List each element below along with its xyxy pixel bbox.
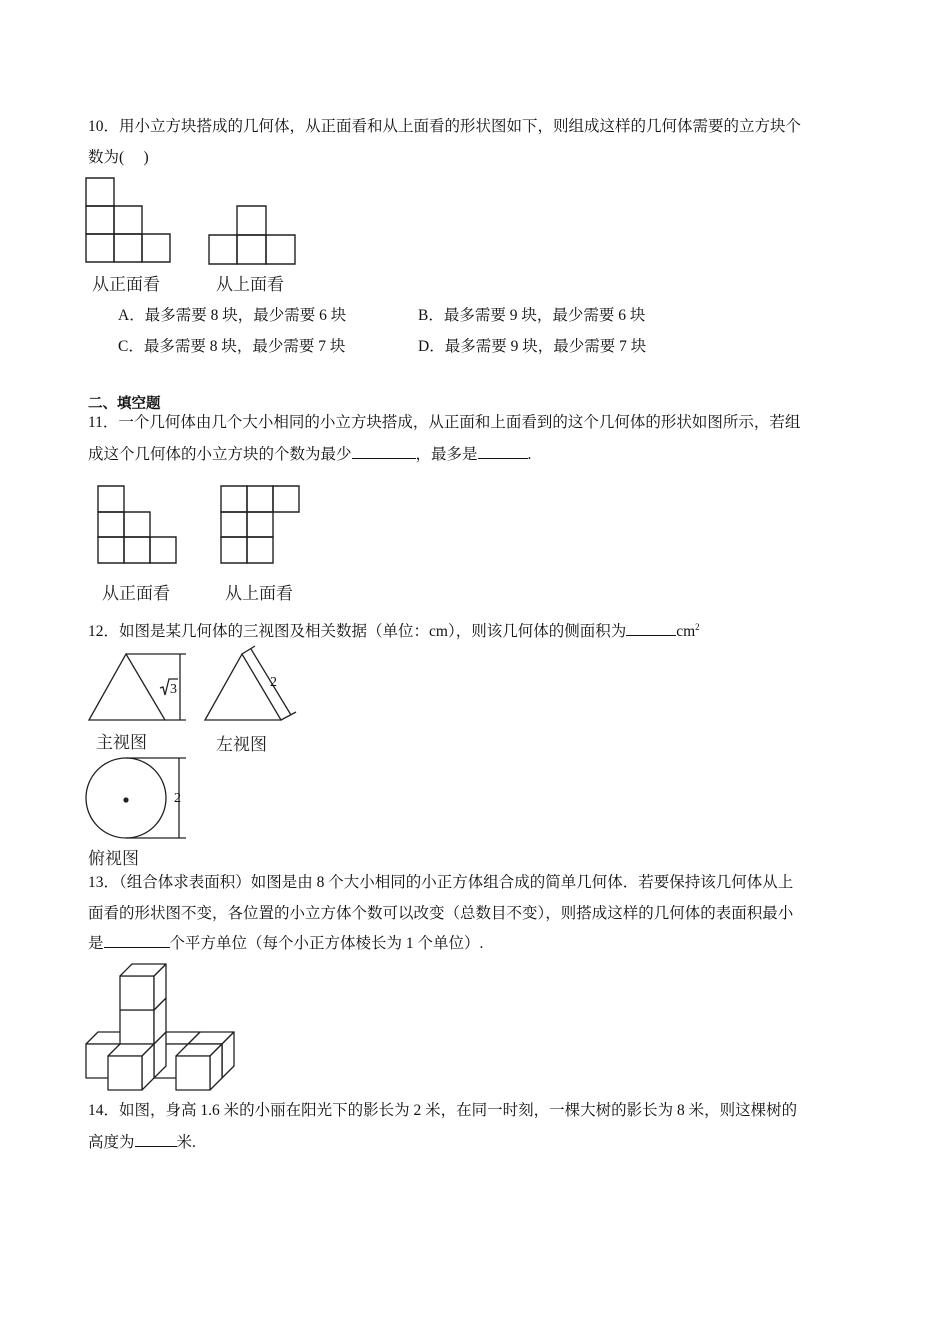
q14-text-a: 高度为	[88, 1134, 135, 1151]
q12-main-view-label: 主视图	[96, 733, 147, 753]
q10-option-a[interactable]: A．最多需要 8 块，最少需要 6 块	[118, 307, 347, 324]
q12-answer-blank[interactable]	[626, 621, 676, 636]
q12-stem	[88, 617, 700, 642]
q11-text-a: 成这个几何体的小立方块的个数为最少	[88, 446, 352, 463]
q11-answer-blank-max[interactable]	[478, 444, 528, 459]
q10-option-b[interactable]: B．最多需要 9 块，最少需要 6 块	[418, 307, 646, 324]
q13-answer-blank[interactable]	[104, 933, 170, 948]
q14-text-b: 米.	[176, 1134, 196, 1151]
q12-text: 12．如图是某几何体的三视图及相关数据（单位：cm），则该几何体的侧面积为	[88, 623, 627, 641]
center-dot-icon	[123, 797, 128, 802]
q10-stem-line2: 数为( )	[88, 149, 149, 166]
q11-top-view-label: 从上面看	[225, 584, 293, 604]
q10-top-view-figure	[209, 206, 299, 266]
q13-stem-line2: 面看的形状图不变，各位置的小立方体个数可以改变（总数目不变），则搭成这样的几何体的表面积最小	[88, 905, 794, 922]
q14-stem-line1: 14．如图，身高 1.6 米的小丽在阳光下的影长为 2 米，在同一时刻，一棵大树的影长为 8 米，则这棵树的	[88, 1102, 798, 1119]
q12-dim-sqrt3: 3	[170, 682, 177, 697]
section-title-fill-in: 二、填空题	[88, 396, 161, 412]
q12-dim-diameter: 2	[174, 791, 181, 806]
q12-top-view-label: 俯视图	[88, 849, 139, 869]
q11-front-view-label: 从正面看	[102, 584, 170, 604]
q13-text-b: 个平方单位（每个小正方体棱长为 1 个单位）.	[169, 935, 484, 952]
q10-stem-line1: 10．用小立方块搭成的几何体，从正面看和从上面看的形状图如下，则组成这样的几何体需要的立方块个	[88, 118, 802, 135]
q10-front-view-label: 从正面看	[92, 275, 160, 295]
q10-top-view-label: 从上面看	[216, 275, 284, 295]
q11-text-c: .	[527, 446, 532, 463]
q13-stem-line1: 13．（组合体求表面积）如图是由 8 个大小相同的小正方体组合成的简单几何体．若要保持该几何体从上	[88, 874, 794, 891]
q12-dim-slant: 2	[270, 675, 277, 690]
q10-front-view-figure	[86, 178, 176, 264]
q13-cube-solid-figure	[86, 960, 238, 1092]
q11-stem-line2	[88, 444, 531, 465]
q11-stem-line1: 11．一个几何体由几个大小相同的小立方块搭成，从正面和上面看到的这个几何体的形状如图所示，若组	[88, 414, 801, 431]
q10-option-d[interactable]: D．最多需要 9 块，最少需要 7 块	[418, 338, 647, 355]
q10-option-c[interactable]: C．最多需要 8 块，最少需要 7 块	[118, 338, 346, 355]
q11-top-view-figure	[221, 486, 301, 564]
q14-stem-line2	[88, 1132, 196, 1153]
q14-answer-blank[interactable]	[135, 1132, 177, 1147]
q12-left-view-figure	[203, 648, 303, 726]
q11-answer-blank-min[interactable]	[352, 444, 416, 459]
q12-left-view-label: 左视图	[216, 735, 267, 755]
q12-unit-superscript: 2	[695, 622, 700, 632]
q13-stem-line3	[88, 933, 483, 954]
q12-main-view-figure	[86, 650, 196, 725]
q11-front-view-figure	[98, 486, 178, 564]
q12-unit: cm	[676, 623, 696, 641]
q13-text-a: 是	[88, 935, 104, 952]
q11-text-b: ，最多是	[415, 446, 478, 463]
